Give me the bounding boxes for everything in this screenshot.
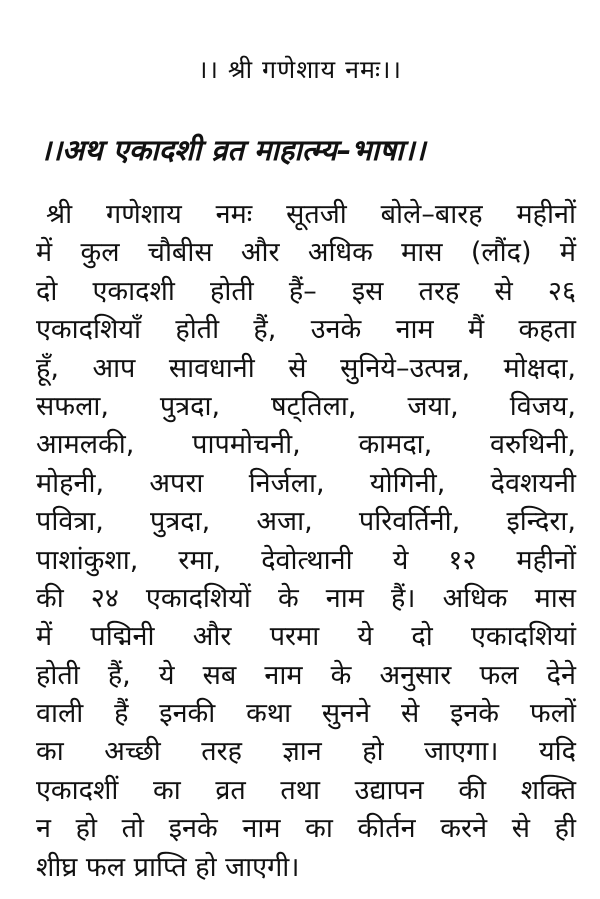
body-line-10: पाशांकुशा, रमा, देवोत्थानी ये १२ महीनों xyxy=(36,544,576,576)
body-line-7: आमलकी, पापमोचनी, कामदा, वरुथिनी, xyxy=(36,429,576,461)
body-paragraph xyxy=(36,196,576,887)
page-invocation: ।। श्री गणेशाय नमः।। xyxy=(198,55,402,84)
section-heading: ।।अथ एकादशी व्रत माहात्म्य–भाषा।। xyxy=(40,133,426,167)
body-line-4: एकादशियाँ होती हैं, उनके नाम मैं कहता xyxy=(36,314,576,346)
body-line-5: हूँ, आप सावधानी से सुनिये–उत्पन्न, मोक्षदा, xyxy=(36,352,576,384)
body-line-6: सफला, पुत्रदा, षट्तिला, जया, विजय, xyxy=(36,390,576,422)
body-line-16: एकादशीं का व्रत तथा उद्यापन की शक्ति xyxy=(36,774,576,806)
body-line-3: दो एकादशी होती हैं– इस तरह से २६ xyxy=(36,275,576,307)
body-line-14: वाली हैं इनकी कथा सुनने से इनके फलों xyxy=(36,698,576,730)
body-line-12: में पद्मिनी और परमा ये दो एकादशियां xyxy=(36,621,576,653)
body-line-9: पवित्रा, पुत्रदा, अजा, परिवर्तिनी, इन्दिरा, xyxy=(36,506,576,538)
body-line-13: होती हैं, ये सब नाम के अनुसार फल देने xyxy=(36,659,576,691)
body-line-11: की २४ एकादशियों के नाम हैं। अधिक मास xyxy=(36,582,576,614)
body-line-1: श्री गणेशाय नमः सूतजी बोले–बारह महीनों xyxy=(46,199,576,230)
body-line-15: का अच्छी तरह ज्ञान हो जाएगा। यदि xyxy=(36,736,576,768)
body-line-2: में कुल चौबीस और अधिक मास (लौंद) में xyxy=(36,237,576,269)
body-line-17: न हो तो इनके नाम का कीर्तन करने से ही xyxy=(36,813,576,845)
body-line-8: मोहनी, अपरा निर्जला, योगिनी, देवशयनी xyxy=(36,467,576,499)
body-line-18: शीघ्र फल प्राप्ति हो जाएगी। xyxy=(36,851,300,883)
